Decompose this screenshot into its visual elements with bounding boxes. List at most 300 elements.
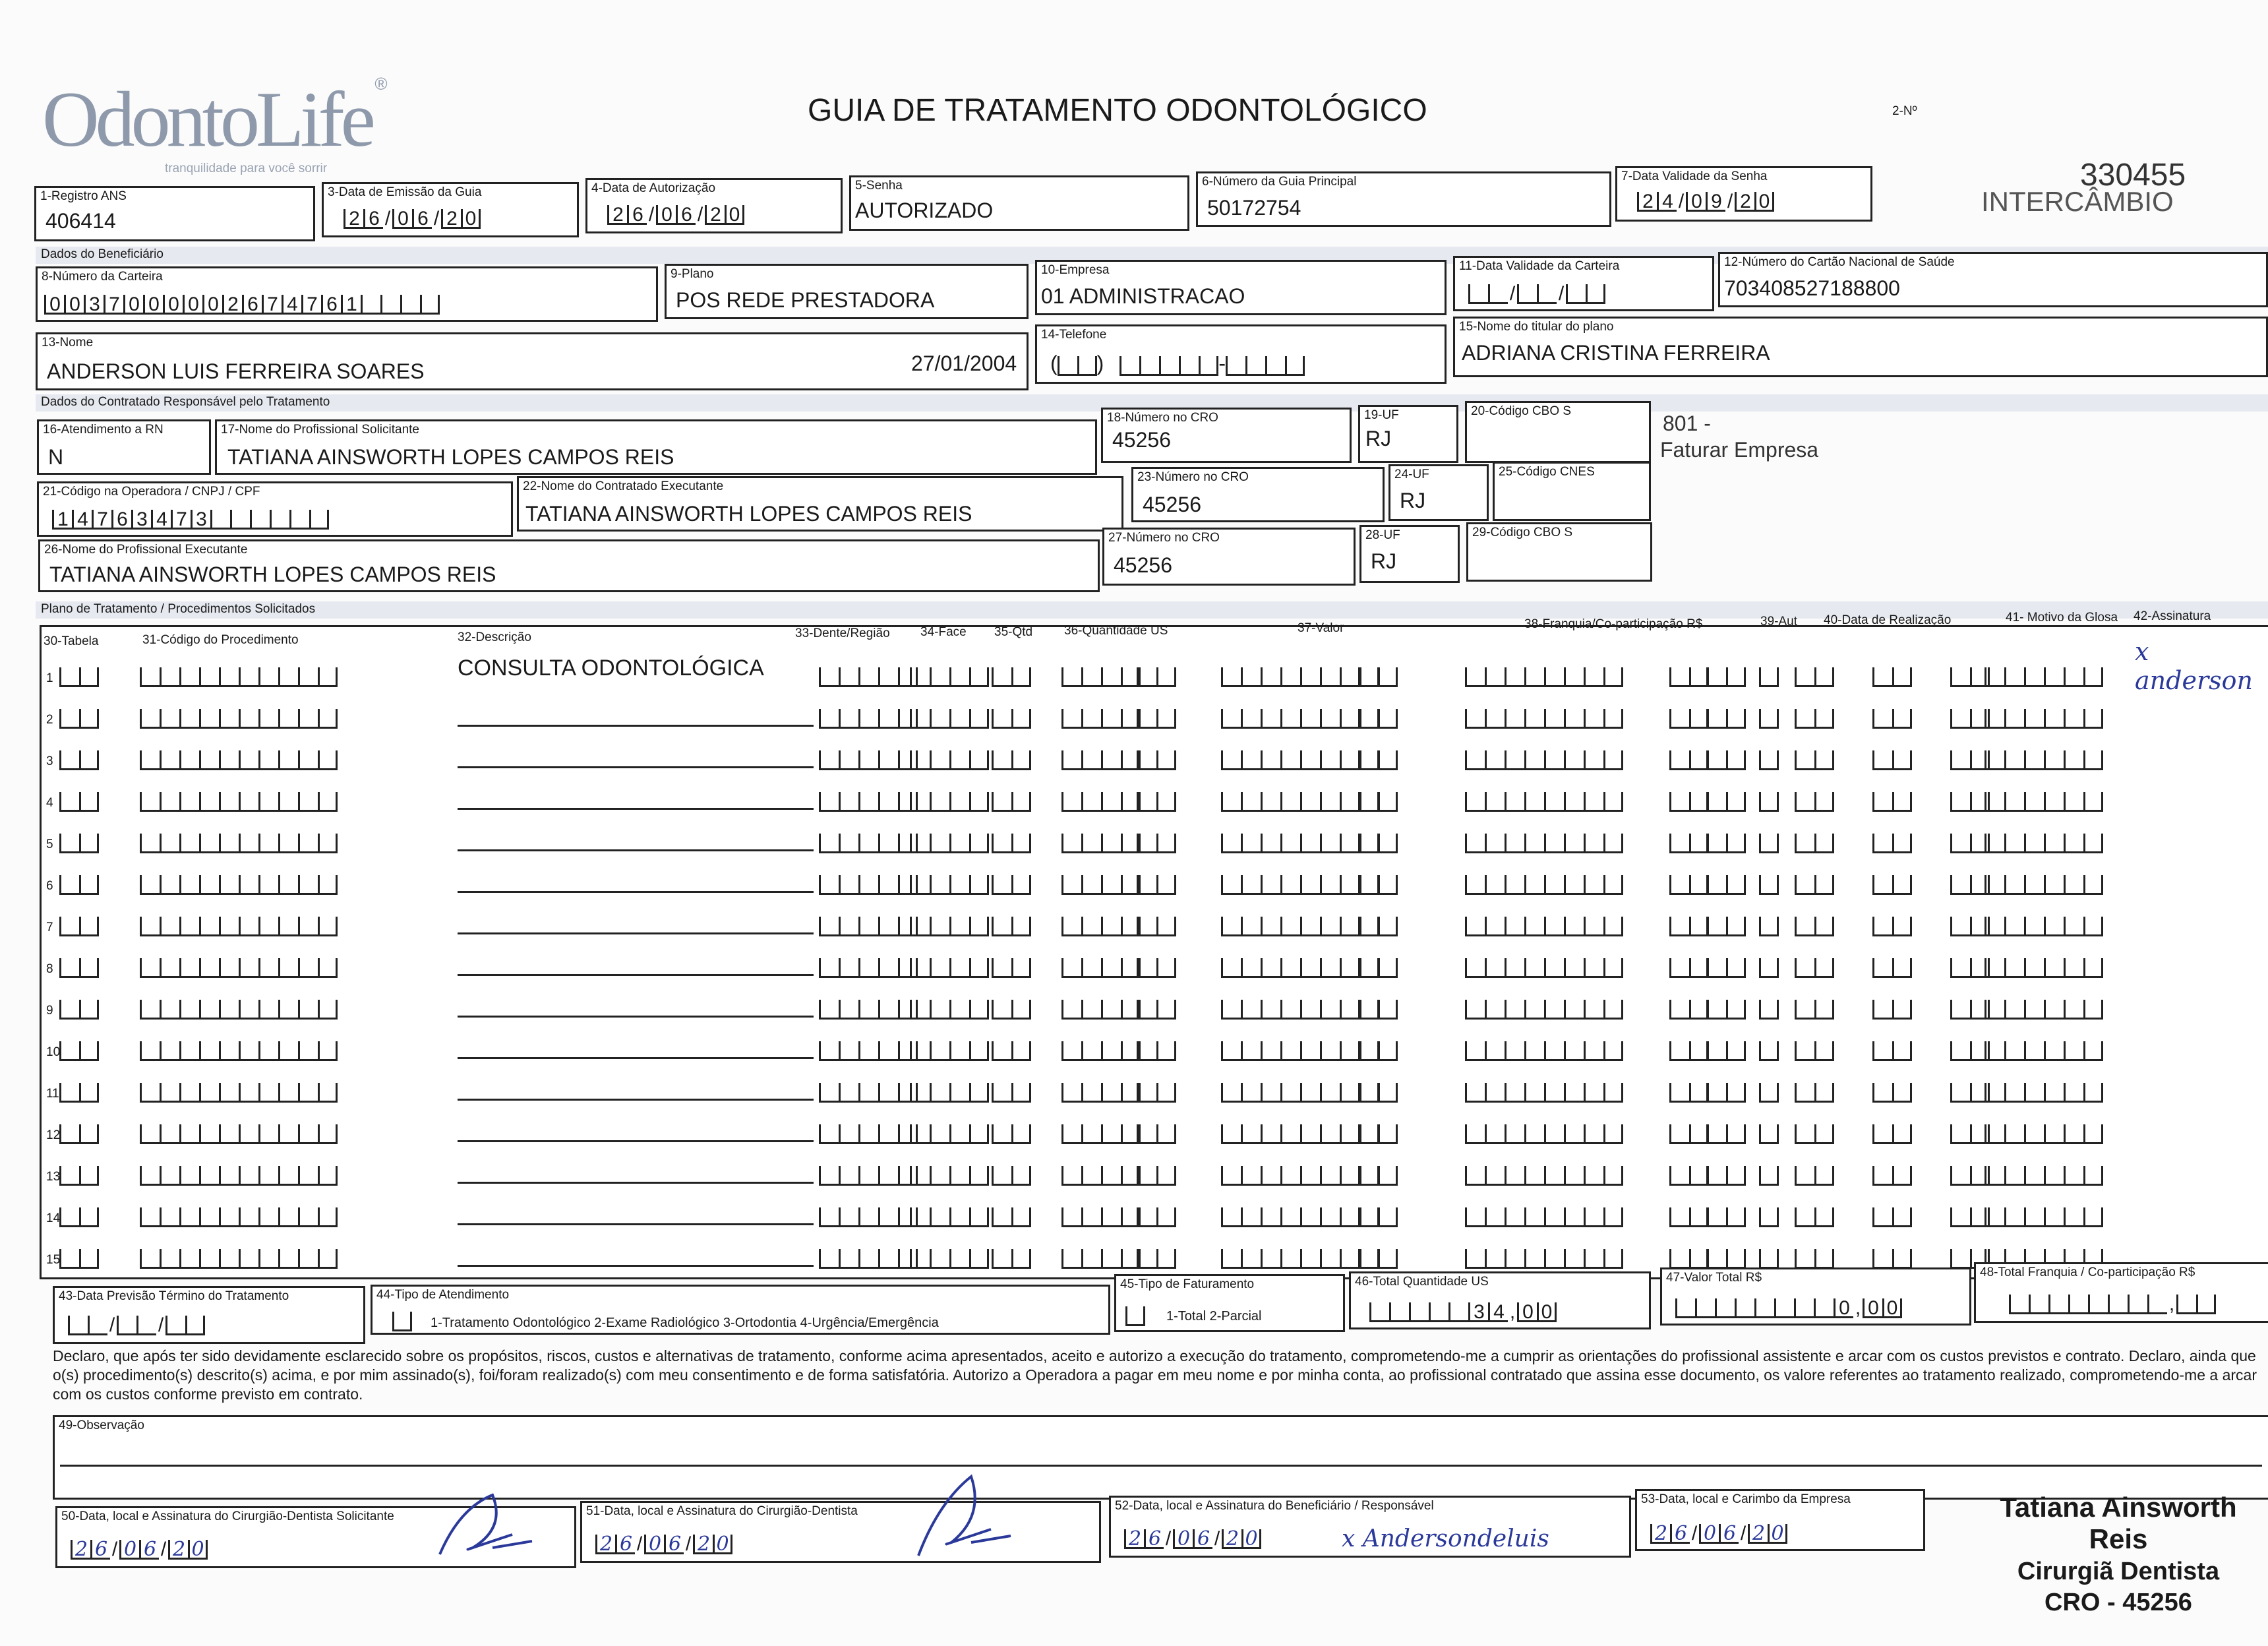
row-field[interactable] (1061, 1083, 1141, 1103)
char-cell[interactable] (1221, 875, 1241, 895)
char-cell[interactable] (1584, 1083, 1603, 1103)
char-cell[interactable] (1603, 1207, 1623, 1227)
row-field[interactable] (910, 1000, 989, 1020)
row-field[interactable] (819, 1166, 918, 1186)
row-field[interactable] (1669, 709, 1709, 729)
char-cell[interactable] (1137, 1207, 1156, 1227)
row-field[interactable] (992, 1124, 1031, 1144)
char-cell[interactable] (1261, 792, 1280, 812)
char-cell[interactable]: 6 (676, 205, 696, 225)
char-cell[interactable] (1759, 1166, 1779, 1186)
char-cell[interactable] (1261, 1207, 1280, 1227)
char-cell[interactable] (2024, 709, 2044, 729)
char-cell[interactable] (239, 958, 258, 978)
char-cell[interactable]: 9 (1706, 192, 1725, 212)
row-field[interactable] (1872, 875, 1912, 895)
char-cell[interactable] (930, 1041, 949, 1061)
char-cell[interactable] (2044, 1124, 2064, 1144)
char-cell[interactable] (140, 1124, 160, 1144)
char-cell[interactable] (199, 1124, 219, 1144)
char-cell[interactable] (1221, 1249, 1241, 1269)
char-cell[interactable] (930, 792, 949, 812)
char-cell[interactable] (79, 1249, 99, 1269)
char-cell[interactable] (992, 750, 1011, 770)
char-cell[interactable] (1706, 792, 1726, 812)
char-cell[interactable] (1872, 1000, 1892, 1020)
char-cell[interactable] (1505, 667, 1524, 687)
char-cell[interactable] (318, 958, 338, 978)
row-field[interactable] (910, 958, 989, 978)
char-cell[interactable] (1280, 1207, 1300, 1227)
char-cell[interactable] (160, 1041, 179, 1061)
char-cell[interactable] (239, 1207, 258, 1227)
row-field[interactable] (1706, 1166, 1746, 1186)
row-field[interactable] (1950, 917, 1990, 936)
char-cell[interactable] (1584, 709, 1603, 729)
char-cell[interactable] (1795, 917, 1814, 936)
char-cell[interactable] (179, 875, 199, 895)
char-cell[interactable] (1795, 875, 1814, 895)
char-cell[interactable] (1984, 1000, 2004, 1020)
char-cell[interactable]: 0 (123, 295, 143, 315)
char-cell[interactable] (1892, 917, 1912, 936)
char-cell[interactable] (1566, 284, 1586, 304)
char-cell[interactable] (59, 1249, 79, 1269)
row-field[interactable] (819, 1207, 918, 1227)
char-cell[interactable] (949, 958, 969, 978)
char-cell[interactable] (1340, 750, 1359, 770)
char-cell[interactable] (1603, 750, 1623, 770)
char-cell[interactable] (2004, 1083, 2024, 1103)
char-cell[interactable] (1706, 750, 1726, 770)
char-cell[interactable] (1280, 917, 1300, 936)
char-cell[interactable] (858, 958, 878, 978)
row-field[interactable] (1872, 750, 1912, 770)
char-cell[interactable] (1505, 834, 1524, 853)
char-cell[interactable] (318, 750, 338, 770)
char-cell[interactable] (2029, 1295, 2048, 1314)
char-cell[interactable] (2064, 709, 2083, 729)
char-cell[interactable] (1726, 667, 1746, 687)
row-field[interactable] (59, 709, 99, 729)
char-cell[interactable] (1564, 750, 1584, 770)
prof-solicitante-value[interactable]: TATIANA AINSWORTH LOPES CAMPOS REIS (227, 445, 674, 469)
char-cell[interactable] (1226, 356, 1245, 376)
char-cell[interactable] (2024, 834, 2044, 853)
char-cell[interactable] (1221, 834, 1241, 853)
row-field[interactable] (1358, 1000, 1398, 1020)
char-cell[interactable] (219, 750, 239, 770)
char-cell[interactable] (239, 1249, 258, 1269)
char-cell[interactable] (2083, 709, 2103, 729)
char-cell[interactable] (1795, 1041, 1814, 1061)
char-cell[interactable] (1137, 1083, 1156, 1103)
char-cell[interactable] (969, 1166, 989, 1186)
char-cell[interactable] (1544, 667, 1564, 687)
char-cell[interactable] (199, 1166, 219, 1186)
row-field[interactable] (1795, 958, 1834, 978)
char-cell[interactable] (1485, 1166, 1505, 1186)
char-cell[interactable] (1221, 1083, 1241, 1103)
char-cell[interactable] (1081, 917, 1101, 936)
char-cell[interactable] (1603, 1166, 1623, 1186)
char-cell[interactable] (258, 1000, 278, 1020)
char-cell[interactable] (160, 792, 179, 812)
char-cell[interactable] (2083, 875, 2103, 895)
char-cell[interactable] (2004, 792, 2024, 812)
char-cell[interactable] (1465, 1000, 1485, 1020)
char-cell[interactable] (1280, 709, 1300, 729)
char-cell[interactable] (910, 792, 930, 812)
char-cell[interactable] (930, 1166, 949, 1186)
char-cell[interactable] (1261, 1000, 1280, 1020)
char-cell[interactable] (1156, 834, 1176, 853)
char-cell[interactable] (1669, 1083, 1689, 1103)
row-field[interactable] (1759, 1083, 1779, 1103)
char-cell[interactable] (298, 667, 318, 687)
char-cell[interactable] (2024, 1083, 2044, 1103)
char-cell[interactable]: 0 (1517, 1302, 1537, 1322)
char-cell[interactable] (1795, 1166, 1814, 1186)
contratado-exec-value[interactable]: TATIANA AINSWORTH LOPES CAMPOS REIS (525, 502, 972, 526)
char-cell[interactable] (392, 1312, 412, 1331)
char-cell[interactable] (2064, 875, 2083, 895)
char-cell[interactable] (59, 1124, 79, 1144)
char-cell[interactable] (1759, 834, 1779, 853)
char-cell[interactable] (949, 875, 969, 895)
char-cell[interactable] (278, 875, 298, 895)
char-cell[interactable] (1715, 1298, 1735, 1318)
char-cell[interactable] (258, 917, 278, 936)
char-cell[interactable] (1795, 834, 1814, 853)
char-cell[interactable] (1465, 1166, 1485, 1186)
char-cell[interactable] (278, 667, 298, 687)
char-cell[interactable] (1340, 1041, 1359, 1061)
char-cell[interactable] (258, 750, 278, 770)
row-field[interactable] (1061, 1166, 1141, 1186)
char-cell[interactable] (1261, 834, 1280, 853)
row-field[interactable] (1759, 750, 1779, 770)
char-cell[interactable] (949, 1041, 969, 1061)
telefone-suffix[interactable] (1226, 356, 1305, 376)
char-cell[interactable] (79, 1000, 99, 1020)
char-cell[interactable] (79, 875, 99, 895)
char-cell[interactable] (1759, 958, 1779, 978)
char-cell[interactable] (1544, 1041, 1564, 1061)
char-cell[interactable] (1156, 875, 1176, 895)
char-cell[interactable] (1340, 917, 1359, 936)
char-cell[interactable] (2024, 958, 2044, 978)
row-field[interactable] (992, 1249, 1031, 1269)
char-cell[interactable] (1137, 834, 1156, 853)
char-cell[interactable] (2044, 1083, 2064, 1103)
char-cell[interactable]: 0 (1754, 192, 1774, 212)
descricao-line[interactable] (458, 766, 814, 768)
char-cell[interactable] (1584, 667, 1603, 687)
char-cell[interactable] (1795, 1124, 1814, 1144)
char-cell[interactable] (219, 1249, 239, 1269)
row-field[interactable] (1137, 709, 1176, 729)
row-field[interactable] (1984, 667, 2103, 687)
row-field[interactable] (1221, 709, 1379, 729)
row-field[interactable] (910, 1249, 989, 1269)
char-cell[interactable] (1369, 1302, 1389, 1322)
char-cell[interactable] (1950, 709, 1970, 729)
row-field[interactable] (1669, 1166, 1709, 1186)
char-cell[interactable] (199, 875, 219, 895)
char-cell[interactable] (1524, 1166, 1544, 1186)
char-cell[interactable] (1754, 1298, 1774, 1318)
char-cell[interactable] (1485, 750, 1505, 770)
char-cell[interactable] (1358, 1124, 1378, 1144)
row-field[interactable] (1221, 1000, 1379, 1020)
char-cell[interactable] (930, 917, 949, 936)
char-cell[interactable] (1077, 356, 1097, 376)
char-cell[interactable] (1814, 1124, 1834, 1144)
char-cell[interactable] (878, 958, 898, 978)
row-field[interactable] (1795, 1249, 1834, 1269)
sig51-signature[interactable] (892, 1463, 1024, 1562)
empresa-value[interactable]: 01 ADMINISTRACAO (1041, 284, 1245, 308)
row-field[interactable] (1872, 709, 1912, 729)
char-cell[interactable] (1584, 1041, 1603, 1061)
char-cell[interactable] (179, 1207, 199, 1227)
char-cell[interactable] (298, 958, 318, 978)
char-cell[interactable] (1241, 1041, 1261, 1061)
char-cell[interactable] (1814, 1041, 1834, 1061)
char-cell[interactable]: 3 (84, 295, 104, 315)
char-cell[interactable] (1892, 667, 1912, 687)
char-cell[interactable] (1524, 1124, 1544, 1144)
char-cell[interactable] (250, 510, 270, 530)
char-cell[interactable]: 0 (1241, 1529, 1261, 1549)
row-field[interactable] (1759, 834, 1779, 853)
char-cell[interactable] (1485, 667, 1505, 687)
char-cell[interactable] (1603, 1041, 1623, 1061)
row-field[interactable] (1759, 1041, 1779, 1061)
char-cell[interactable]: 0 (64, 295, 84, 315)
char-cell[interactable] (140, 709, 160, 729)
char-cell[interactable] (1669, 750, 1689, 770)
char-cell[interactable] (2083, 1041, 2103, 1061)
char-cell[interactable] (2048, 1295, 2068, 1314)
char-cell[interactable] (380, 295, 400, 315)
cartao-nacional-value[interactable]: 703408527188800 (1724, 276, 1900, 300)
char-cell[interactable] (309, 510, 329, 530)
char-cell[interactable] (140, 1083, 160, 1103)
char-cell[interactable] (140, 1207, 160, 1227)
row-field[interactable] (1669, 667, 1709, 687)
char-cell[interactable] (1726, 1124, 1746, 1144)
char-cell[interactable] (278, 792, 298, 812)
row-field[interactable] (1137, 1000, 1176, 1020)
char-cell[interactable] (1814, 834, 1834, 853)
char-cell[interactable] (1320, 1207, 1340, 1227)
char-cell[interactable] (969, 1207, 989, 1227)
char-cell[interactable] (239, 875, 258, 895)
char-cell[interactable] (79, 958, 99, 978)
char-cell[interactable] (2004, 834, 2024, 853)
char-cell[interactable]: 2 (1748, 1524, 1768, 1544)
char-cell[interactable] (140, 667, 160, 687)
char-cell[interactable] (59, 750, 79, 770)
row-field[interactable] (910, 875, 989, 895)
char-cell[interactable] (59, 709, 79, 729)
char-cell[interactable]: 0 (713, 1535, 732, 1554)
row-field[interactable] (140, 1249, 338, 1269)
char-cell[interactable] (819, 709, 839, 729)
row-field[interactable] (140, 875, 338, 895)
char-cell[interactable] (1872, 1207, 1892, 1227)
char-cell[interactable]: 0 (656, 205, 676, 225)
char-cell[interactable] (1061, 1000, 1081, 1020)
char-cell[interactable] (1524, 792, 1544, 812)
row-field[interactable] (1795, 1041, 1834, 1061)
char-cell[interactable] (1156, 917, 1176, 936)
char-cell[interactable] (1603, 1083, 1623, 1103)
char-cell[interactable] (1669, 917, 1689, 936)
row-field[interactable] (1221, 875, 1379, 895)
char-cell[interactable]: 0 (1882, 1298, 1902, 1318)
row-field[interactable] (140, 750, 338, 770)
char-cell[interactable] (1759, 750, 1779, 770)
char-cell[interactable] (858, 1083, 878, 1103)
char-cell[interactable] (1320, 709, 1340, 729)
char-cell[interactable]: 6 (242, 295, 262, 315)
char-cell[interactable] (1814, 1298, 1834, 1318)
char-cell[interactable] (1505, 875, 1524, 895)
char-cell[interactable] (219, 1083, 239, 1103)
char-cell[interactable] (2064, 1041, 2083, 1061)
row-field[interactable] (1795, 667, 1834, 687)
nome-value[interactable]: ANDERSON LUIS FERREIRA SOARES (47, 359, 425, 383)
char-cell[interactable]: 6 (139, 1540, 159, 1560)
char-cell[interactable] (969, 1083, 989, 1103)
char-cell[interactable] (1872, 1083, 1892, 1103)
char-cell[interactable] (1011, 1124, 1031, 1144)
char-cell[interactable] (1241, 750, 1261, 770)
char-cell[interactable] (1101, 792, 1121, 812)
char-cell[interactable] (1984, 1166, 2004, 1186)
char-cell[interactable] (117, 1316, 136, 1335)
char-cell[interactable] (1358, 1249, 1378, 1269)
row1-assinatura[interactable]: x anderson (2135, 637, 2253, 695)
char-cell[interactable] (59, 917, 79, 936)
char-cell[interactable] (258, 875, 278, 895)
char-cell[interactable] (278, 1000, 298, 1020)
char-cell[interactable] (1814, 709, 1834, 729)
char-cell[interactable] (1505, 958, 1524, 978)
char-cell[interactable] (1814, 1083, 1834, 1103)
row-field[interactable] (1706, 792, 1746, 812)
sig50-signature[interactable] (413, 1482, 545, 1568)
char-cell[interactable]: 6 (363, 209, 383, 229)
char-cell[interactable] (185, 1316, 205, 1335)
char-cell[interactable] (1320, 875, 1340, 895)
char-cell[interactable] (1892, 1000, 1912, 1020)
row-field[interactable] (819, 1083, 918, 1103)
row-field[interactable] (1465, 834, 1623, 853)
char-cell[interactable] (2064, 1124, 2083, 1144)
char-cell[interactable] (1081, 1249, 1101, 1269)
char-cell[interactable] (239, 1000, 258, 1020)
char-cell[interactable]: 6 (664, 1535, 684, 1554)
char-cell[interactable] (1261, 750, 1280, 770)
char-cell[interactable] (1814, 667, 1834, 687)
row-field[interactable] (1984, 875, 2103, 895)
char-cell[interactable] (2064, 667, 2083, 687)
char-cell[interactable] (1584, 834, 1603, 853)
char-cell[interactable] (1081, 834, 1101, 853)
char-cell[interactable] (1706, 875, 1726, 895)
char-cell[interactable] (1221, 917, 1241, 936)
char-cell[interactable]: 0 (725, 205, 744, 225)
char-cell[interactable] (1159, 356, 1179, 376)
char-cell[interactable] (1794, 1298, 1814, 1318)
char-cell[interactable] (1735, 1298, 1754, 1318)
char-cell[interactable] (2044, 750, 2064, 770)
row-field[interactable] (1759, 1207, 1779, 1227)
row-field[interactable] (1465, 875, 1623, 895)
char-cell[interactable] (59, 958, 79, 978)
char-cell[interactable] (2064, 834, 2083, 853)
char-cell[interactable] (910, 958, 930, 978)
char-cell[interactable] (160, 917, 179, 936)
row-field[interactable] (1950, 792, 1990, 812)
char-cell[interactable] (839, 1000, 858, 1020)
char-cell[interactable] (1358, 1207, 1378, 1227)
char-cell[interactable] (1358, 750, 1378, 770)
descricao-line[interactable] (458, 1265, 814, 1267)
char-cell[interactable] (1101, 1207, 1121, 1227)
char-cell[interactable] (1984, 1124, 2004, 1144)
char-cell[interactable] (1199, 356, 1218, 376)
row-field[interactable] (1706, 917, 1746, 936)
char-cell[interactable] (1544, 1000, 1564, 1020)
char-cell[interactable]: 1 (341, 295, 361, 315)
char-cell[interactable]: 2 (1735, 192, 1754, 212)
row-field[interactable] (1221, 667, 1379, 687)
char-cell[interactable] (949, 792, 969, 812)
char-cell[interactable] (878, 1166, 898, 1186)
char-cell[interactable] (59, 1166, 79, 1186)
row-field[interactable] (1795, 792, 1834, 812)
telefone-prefix[interactable] (1119, 356, 1218, 376)
char-cell[interactable] (1795, 667, 1814, 687)
row-field[interactable] (1061, 917, 1141, 936)
char-cell[interactable] (239, 1041, 258, 1061)
char-cell[interactable] (1726, 1207, 1746, 1227)
row-field[interactable] (1984, 1166, 2103, 1186)
char-cell[interactable] (1285, 356, 1305, 376)
char-cell[interactable]: 0 (163, 295, 183, 315)
sig50-date[interactable] (71, 1540, 208, 1560)
char-cell[interactable] (1280, 792, 1300, 812)
char-cell[interactable] (1892, 1124, 1912, 1144)
guia-principal-value[interactable]: 50172754 (1207, 196, 1301, 220)
row-field[interactable] (1669, 958, 1709, 978)
char-cell[interactable] (1669, 667, 1689, 687)
char-cell[interactable] (2009, 1295, 2029, 1314)
char-cell[interactable] (1061, 1083, 1081, 1103)
char-cell[interactable] (1241, 1124, 1261, 1144)
row-field[interactable] (1221, 917, 1379, 936)
char-cell[interactable] (1137, 709, 1156, 729)
char-cell[interactable] (930, 1000, 949, 1020)
char-cell[interactable] (1950, 750, 1970, 770)
char-cell[interactable] (278, 1166, 298, 1186)
char-cell[interactable] (219, 958, 239, 978)
